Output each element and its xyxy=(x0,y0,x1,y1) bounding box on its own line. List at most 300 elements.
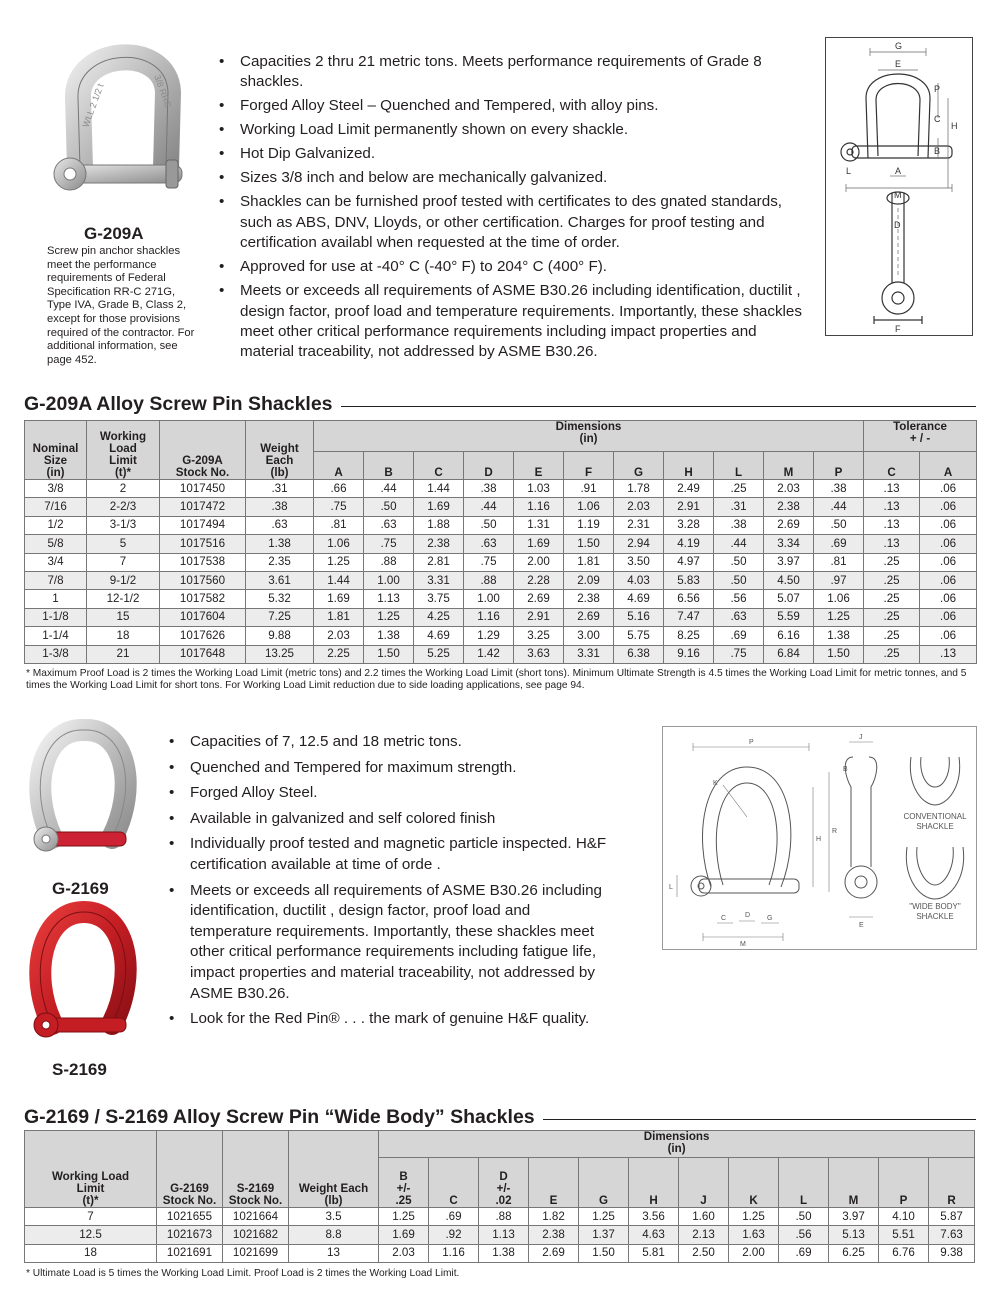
header-working-load-limit xyxy=(25,1131,157,1208)
table-cell: .25 xyxy=(864,590,920,608)
header-line: Limit xyxy=(109,454,137,467)
s2169-product-code: S-2169 xyxy=(52,1060,107,1079)
table-cell: .75 xyxy=(714,645,764,663)
table-cell: .38 xyxy=(246,498,314,516)
diagram-label-g: G xyxy=(895,41,903,51)
table-cell: 15 xyxy=(87,608,160,626)
table-cell: 1.50 xyxy=(564,535,614,553)
table-cell: 1.19 xyxy=(564,516,614,534)
table-cell: 4.63 xyxy=(629,1226,679,1244)
table-cell: 1-1/8 xyxy=(25,608,87,626)
list-item: • Capacities of 7, 12.5 and 18 metric tons. xyxy=(166,732,616,753)
table-row xyxy=(25,516,977,534)
header-line: Dimensions xyxy=(643,1130,710,1143)
table-cell: 1.50 xyxy=(364,645,414,663)
table-cell: .69 xyxy=(429,1208,479,1226)
table-cell: 2.69 xyxy=(564,608,614,626)
table-cell: 2.28 xyxy=(514,571,564,589)
table-row xyxy=(25,480,977,498)
table-cell: .31 xyxy=(246,480,314,498)
table-cell: 2.03 xyxy=(614,498,664,516)
table-cell: 5.32 xyxy=(246,590,314,608)
diagram-label-g: G xyxy=(767,915,773,922)
g2169-dimension-diagram xyxy=(662,726,977,950)
table-cell: .38 xyxy=(814,480,864,498)
table-cell: 1.25 xyxy=(579,1208,629,1226)
table-cell: 2-2/3 xyxy=(87,498,160,516)
table-cell: 7 xyxy=(87,553,160,571)
table-cell: 3/4 xyxy=(25,553,87,571)
table-cell: 1.69 xyxy=(514,535,564,553)
list-item: • Meets or exceeds all requirements of ASME B30.26 including identification, ductilit , design factor, proof load and temperature requirements. Importantly, these shackles meet other critical performance requirements including impact properties and material traceability, not addressed by ASME B30.26. xyxy=(216,281,806,363)
diagram-label-h: H xyxy=(816,836,822,843)
table-cell: 9.88 xyxy=(246,627,314,645)
table-cell: 1.38 xyxy=(364,627,414,645)
table-cell: 3.31 xyxy=(564,645,614,663)
table-row xyxy=(25,645,977,663)
table-cell: .50 xyxy=(714,553,764,571)
diagram-label-c: C xyxy=(721,915,727,922)
diagram-label-d: D xyxy=(894,220,901,230)
g2169-feature-list xyxy=(166,732,616,1035)
table-cell: 5.13 xyxy=(829,1226,879,1244)
g209a-footnote: * Maximum Proof Load is 2 times the Working Load Limit (metric tons) and 2.2 times the Working Load Limit (short tons). Minimum Ultimate Strength is 4.5 times the Working Load Limit for metric tonnes, and 5 times the Working Load Limit for short tons. For Working Load Limit reduction due to side loading applications, see page 94. xyxy=(26,668,967,692)
header-tol-c: C xyxy=(864,452,920,480)
table-cell: 1.50 xyxy=(579,1244,629,1262)
list-item: • Look for the Red Pin® . . . the mark of genuine H&F quality. xyxy=(166,1009,616,1030)
table-cell: 1.50 xyxy=(814,645,864,663)
table-cell: 7/8 xyxy=(25,571,87,589)
table-cell: .25 xyxy=(864,571,920,589)
header-line: .25 xyxy=(395,1194,412,1207)
diagram-label-d: D xyxy=(745,912,751,919)
header-line: D xyxy=(499,1170,508,1183)
table-cell: 1.31 xyxy=(514,516,564,534)
table-cell: 6.16 xyxy=(764,627,814,645)
table-cell: 1-3/8 xyxy=(25,645,87,663)
table-cell: 18 xyxy=(25,1244,157,1262)
diagram-label-f: F xyxy=(895,324,901,334)
table-cell: .06 xyxy=(920,553,977,571)
table-cell: 8.25 xyxy=(664,627,714,645)
table-cell: .75 xyxy=(314,498,364,516)
table-cell: 5/8 xyxy=(25,535,87,553)
diagram-label-e: E xyxy=(895,59,902,69)
table-cell: .63 xyxy=(364,516,414,534)
table-cell: .13 xyxy=(920,645,977,663)
table-cell: 3.56 xyxy=(629,1208,679,1226)
table-row xyxy=(25,1208,975,1226)
table-cell: 1/2 xyxy=(25,516,87,534)
header-stock-no xyxy=(160,421,246,480)
table-cell: 4.69 xyxy=(414,627,464,645)
table-cell: .44 xyxy=(714,535,764,553)
table-cell: 2.09 xyxy=(564,571,614,589)
table-cell: 1.25 xyxy=(379,1208,429,1226)
table-cell: 1.25 xyxy=(364,608,414,626)
header-dim-a: A xyxy=(314,452,364,480)
header-line: +/- xyxy=(496,1182,511,1195)
g2169-product-code: G-2169 xyxy=(52,879,109,898)
table-cell: 1017604 xyxy=(160,608,246,626)
table-cell: 1017472 xyxy=(160,498,246,516)
table-cell: 2.03 xyxy=(314,627,364,645)
list-item: • Hot Dip Galvanized. xyxy=(216,144,806,164)
table-cell: 2.00 xyxy=(514,553,564,571)
header-dim-m: M xyxy=(764,452,814,480)
table-cell: .25 xyxy=(864,627,920,645)
header-line: (in) xyxy=(667,1142,686,1155)
diagram-label-j: J xyxy=(859,734,863,741)
g209a-table-title xyxy=(24,393,976,416)
table-cell: .06 xyxy=(920,627,977,645)
table-cell: 2.25 xyxy=(314,645,364,663)
table-cell: 13.25 xyxy=(246,645,314,663)
table-cell: 13 xyxy=(289,1244,379,1262)
g209a-table-body xyxy=(25,480,977,664)
table-cell: 1.06 xyxy=(564,498,614,516)
table-cell: 5.51 xyxy=(879,1226,929,1244)
table-row xyxy=(25,498,977,516)
table-cell: .13 xyxy=(864,516,920,534)
table-cell: 7 xyxy=(25,1208,157,1226)
table-row xyxy=(25,608,977,626)
diagram-label-k: K xyxy=(713,780,718,787)
table-cell: .69 xyxy=(814,535,864,553)
table-cell: .25 xyxy=(714,480,764,498)
diagram-label-b: B xyxy=(843,766,848,773)
header-dim-c: C xyxy=(414,452,464,480)
table-cell: 1.82 xyxy=(529,1208,579,1226)
header-line: (in) xyxy=(46,466,65,479)
table-cell: 3.34 xyxy=(764,535,814,553)
table-cell: 1.06 xyxy=(814,590,864,608)
header-line: +/- xyxy=(396,1182,411,1195)
table-cell: .63 xyxy=(714,608,764,626)
table-cell: 1.69 xyxy=(314,590,364,608)
table-cell: 3.31 xyxy=(414,571,464,589)
table-cell: 2.38 xyxy=(414,535,464,553)
table-cell: 9-1/2 xyxy=(87,571,160,589)
table-cell: 2.13 xyxy=(679,1226,729,1244)
conventional-label-line2: SHACKLE xyxy=(916,822,954,831)
header-dimensions xyxy=(379,1131,975,1158)
table-cell: 3.97 xyxy=(764,553,814,571)
list-item: • Shackles can be furnished proof tested with certificates to des gnated standards, such as ABS, DNV, Lloyds, or other certification. Charges for proof testing and certification availabl when requested at the time of order. xyxy=(216,192,806,253)
list-item: • Working Load Limit permanently shown on every shackle. xyxy=(216,120,806,140)
conventional-label-line1: CONVENTIONAL xyxy=(903,812,967,821)
table-cell: .06 xyxy=(920,535,977,553)
table-cell: 9.16 xyxy=(664,645,714,663)
table-cell: 3/8 xyxy=(25,480,87,498)
table-cell: .44 xyxy=(464,498,514,516)
header-line: S-2169 xyxy=(236,1182,275,1195)
list-item: • Forged Alloy Steel. xyxy=(166,783,616,804)
table-cell: 6.84 xyxy=(764,645,814,663)
header-weight xyxy=(246,421,314,480)
table-cell: .38 xyxy=(714,516,764,534)
table-cell: 1.81 xyxy=(314,608,364,626)
header-line: G-2169 xyxy=(170,1182,209,1195)
header-line: Weight Each xyxy=(298,1182,369,1195)
table-cell: 7.25 xyxy=(246,608,314,626)
table-cell: 5.16 xyxy=(614,608,664,626)
table-cell: 1017560 xyxy=(160,571,246,589)
table-cell: 21 xyxy=(87,645,160,663)
table-cell: .06 xyxy=(920,608,977,626)
table-cell: .56 xyxy=(779,1226,829,1244)
table-cell: .63 xyxy=(246,516,314,534)
table-cell: 1.25 xyxy=(814,608,864,626)
table-cell: 1021655 xyxy=(157,1208,223,1226)
table-row xyxy=(25,553,977,571)
header-dim-e: E xyxy=(514,452,564,480)
table-cell: 1 xyxy=(25,590,87,608)
table-cell: 18 xyxy=(87,627,160,645)
table-row xyxy=(25,1244,975,1262)
table-cell: 3.28 xyxy=(664,516,714,534)
header-dim-m: M xyxy=(829,1158,879,1208)
list-item: • Available in galvanized and self colored finish xyxy=(166,809,616,830)
table-cell: 1.44 xyxy=(414,480,464,498)
table-cell: 3.63 xyxy=(514,645,564,663)
header-line: + / - xyxy=(909,432,931,445)
g209a-product-photo xyxy=(50,28,195,218)
table-cell: 2.91 xyxy=(664,498,714,516)
table-cell: 1.16 xyxy=(429,1244,479,1262)
table-cell: 7.63 xyxy=(929,1226,975,1244)
table-cell: .13 xyxy=(864,498,920,516)
table-row xyxy=(25,627,977,645)
table-cell: .81 xyxy=(814,553,864,571)
table-cell: .06 xyxy=(920,571,977,589)
diagram-label-l: L xyxy=(669,884,673,891)
table-cell: 6.25 xyxy=(829,1244,879,1262)
table-cell: 2.03 xyxy=(764,480,814,498)
table-cell: 2 xyxy=(87,480,160,498)
table-cell: 12.5 xyxy=(25,1226,157,1244)
header-line: Working xyxy=(99,430,147,443)
table-cell: 1.25 xyxy=(729,1208,779,1226)
table-cell: 2.35 xyxy=(246,553,314,571)
wide-body-label-line1: "WIDE BODY" xyxy=(909,902,961,911)
table-cell: 1017450 xyxy=(160,480,246,498)
header-line: (in) xyxy=(579,432,598,445)
table-cell: 1.42 xyxy=(464,645,514,663)
table-cell: 3.97 xyxy=(829,1208,879,1226)
table-cell: .06 xyxy=(920,480,977,498)
table-cell: .56 xyxy=(714,590,764,608)
header-dim-j: J xyxy=(679,1158,729,1208)
table-cell: .63 xyxy=(464,535,514,553)
diagram-label-a: A xyxy=(895,166,902,176)
table-cell: .97 xyxy=(814,571,864,589)
table-cell: 5.87 xyxy=(929,1208,975,1226)
table-cell: 1.78 xyxy=(614,480,664,498)
header-dim-g: G xyxy=(579,1158,629,1208)
table-cell: 5.25 xyxy=(414,645,464,663)
table-cell: 2.00 xyxy=(729,1244,779,1262)
table-cell: .06 xyxy=(920,498,977,516)
table-cell: 1.16 xyxy=(464,608,514,626)
table-cell: 1.13 xyxy=(479,1226,529,1244)
table-cell: .25 xyxy=(864,608,920,626)
table-cell: .44 xyxy=(814,498,864,516)
table-cell: .50 xyxy=(364,498,414,516)
table-cell: 1.81 xyxy=(564,553,614,571)
header-dim-f: F xyxy=(564,452,614,480)
table-cell: 2.50 xyxy=(679,1244,729,1262)
table-cell: .75 xyxy=(464,553,514,571)
header-line: Working Load xyxy=(51,1170,130,1183)
table-cell: .31 xyxy=(714,498,764,516)
table-cell: 12-1/2 xyxy=(87,590,160,608)
table-cell: 1017648 xyxy=(160,645,246,663)
table-cell: .91 xyxy=(564,480,614,498)
header-line: Limit xyxy=(76,1182,105,1195)
table-cell: .88 xyxy=(479,1208,529,1226)
table-cell: 2.91 xyxy=(514,608,564,626)
table-row xyxy=(25,1226,975,1244)
list-item: • Sizes 3/8 inch and below are mechanically galvanized. xyxy=(216,168,806,188)
table-cell: 1.38 xyxy=(814,627,864,645)
table-cell: 3.5 xyxy=(289,1208,379,1226)
table-cell: 2.49 xyxy=(664,480,714,498)
table-cell: 5.59 xyxy=(764,608,814,626)
header-dim-h: H xyxy=(664,452,714,480)
table-cell: .25 xyxy=(864,645,920,663)
g209a-feature-list xyxy=(216,52,806,366)
table-cell: .06 xyxy=(920,590,977,608)
table-cell: 1.44 xyxy=(314,571,364,589)
table-cell: 3.75 xyxy=(414,590,464,608)
header-working-load-limit xyxy=(87,421,160,480)
title-rule xyxy=(543,1119,976,1120)
table-cell: 1.69 xyxy=(379,1226,429,1244)
table-cell: 6.38 xyxy=(614,645,664,663)
photo-rrc-marking: 3/8 RRC xyxy=(152,73,174,110)
header-s2169-stock-no xyxy=(223,1131,289,1208)
table-cell: 3-1/3 xyxy=(87,516,160,534)
header-dim-r: R xyxy=(929,1158,975,1208)
table-cell: 1.16 xyxy=(514,498,564,516)
diagram-label-p: P xyxy=(934,84,941,94)
header-tolerance xyxy=(864,421,977,452)
header-line: Dimensions xyxy=(555,420,622,433)
table-cell: .75 xyxy=(364,535,414,553)
table-cell: 1017494 xyxy=(160,516,246,534)
table-cell: .92 xyxy=(429,1226,479,1244)
header-line: Each xyxy=(265,454,294,467)
diagram-label-r: R xyxy=(832,828,838,835)
header-dim-e: E xyxy=(529,1158,579,1208)
list-item: • Capacities 2 thru 21 metric tons. Meets performance requirements of Grade 8 shackles. xyxy=(216,52,806,93)
table-cell: .88 xyxy=(464,571,514,589)
table-cell: 4.69 xyxy=(614,590,664,608)
table-cell: 2.38 xyxy=(564,590,614,608)
table-cell: .06 xyxy=(920,516,977,534)
table-cell: 1.88 xyxy=(414,516,464,534)
table-cell: 1.60 xyxy=(679,1208,729,1226)
header-line: (t)* xyxy=(82,1194,99,1207)
table-cell: .50 xyxy=(779,1208,829,1226)
table-cell: 1017582 xyxy=(160,590,246,608)
list-item: • Meets or exceeds all requirements of ASME B30.26 including identification, ductilit , design factor, proof load and temperature requirements. Importantly, these shackles meet other critical performance requirements including fatigue life, impact properties and material traceability, not addressed by ASME B30.26. xyxy=(166,881,616,1005)
g2169-table-title-text: G-2169 / S-2169 Alloy Screw Pin “Wide Body” Shackles xyxy=(24,1106,535,1128)
table-cell: .50 xyxy=(814,516,864,534)
s2169-product-photo xyxy=(22,900,140,1055)
table-cell: 7.47 xyxy=(664,608,714,626)
header-line: Load xyxy=(109,442,137,455)
table-cell: 5.81 xyxy=(629,1244,679,1262)
title-rule xyxy=(341,406,976,407)
table-cell: 6.76 xyxy=(879,1244,929,1262)
header-dimensions xyxy=(314,421,864,452)
table-cell: .69 xyxy=(779,1244,829,1262)
table-cell: 1.03 xyxy=(514,480,564,498)
g2169-spec-table xyxy=(24,1130,975,1263)
diagram-label-p: P xyxy=(749,739,754,746)
table-cell: .13 xyxy=(864,480,920,498)
list-item: • Forged Alloy Steel – Quenched and Tempered, with alloy pins. xyxy=(216,96,806,116)
table-row xyxy=(25,590,977,608)
header-dim-b: B xyxy=(364,452,414,480)
header-dim-k: K xyxy=(729,1158,779,1208)
table-cell: 5.75 xyxy=(614,627,664,645)
table-cell: 4.97 xyxy=(664,553,714,571)
header-line: Stock No. xyxy=(175,466,230,479)
table-cell: .50 xyxy=(464,516,514,534)
table-cell: .13 xyxy=(864,535,920,553)
table-cell: .38 xyxy=(464,480,514,498)
table-cell: 4.25 xyxy=(414,608,464,626)
table-cell: 3.25 xyxy=(514,627,564,645)
diagram-label-b: B xyxy=(934,146,941,156)
table-cell: 9.38 xyxy=(929,1244,975,1262)
header-line: .02 xyxy=(495,1194,512,1207)
table-cell: .66 xyxy=(314,480,364,498)
table-cell: 4.19 xyxy=(664,535,714,553)
diagram-label-e: E xyxy=(859,922,864,929)
header-line: Nominal xyxy=(32,442,79,455)
table-cell: 1-1/4 xyxy=(25,627,87,645)
header-line: (lb) xyxy=(270,466,289,479)
header-line: Tolerance xyxy=(893,420,947,433)
table-cell: 5.83 xyxy=(664,571,714,589)
header-line: G-209A xyxy=(182,454,223,467)
table-cell: 1.29 xyxy=(464,627,514,645)
table-row xyxy=(25,535,977,553)
table-cell: 1021664 xyxy=(223,1208,289,1226)
table-cell: 1021682 xyxy=(223,1226,289,1244)
header-dim-l: L xyxy=(779,1158,829,1208)
table-cell: 1017538 xyxy=(160,553,246,571)
table-cell: 2.81 xyxy=(414,553,464,571)
table-cell: 3.50 xyxy=(614,553,664,571)
diagram-label-m: M xyxy=(740,941,746,948)
g209a-spec-table xyxy=(24,420,977,664)
header-dim-b xyxy=(379,1158,429,1208)
list-item: • Quenched and Tempered for maximum strength. xyxy=(166,758,616,779)
table-cell: .50 xyxy=(714,571,764,589)
g209a-product-code: G-209A xyxy=(84,224,144,243)
header-line: Stock No. xyxy=(162,1194,217,1207)
table-cell: .25 xyxy=(864,553,920,571)
table-cell: 1.38 xyxy=(246,535,314,553)
header-g2169-stock-no xyxy=(157,1131,223,1208)
table-cell: 4.10 xyxy=(879,1208,929,1226)
table-cell: 3.00 xyxy=(564,627,614,645)
